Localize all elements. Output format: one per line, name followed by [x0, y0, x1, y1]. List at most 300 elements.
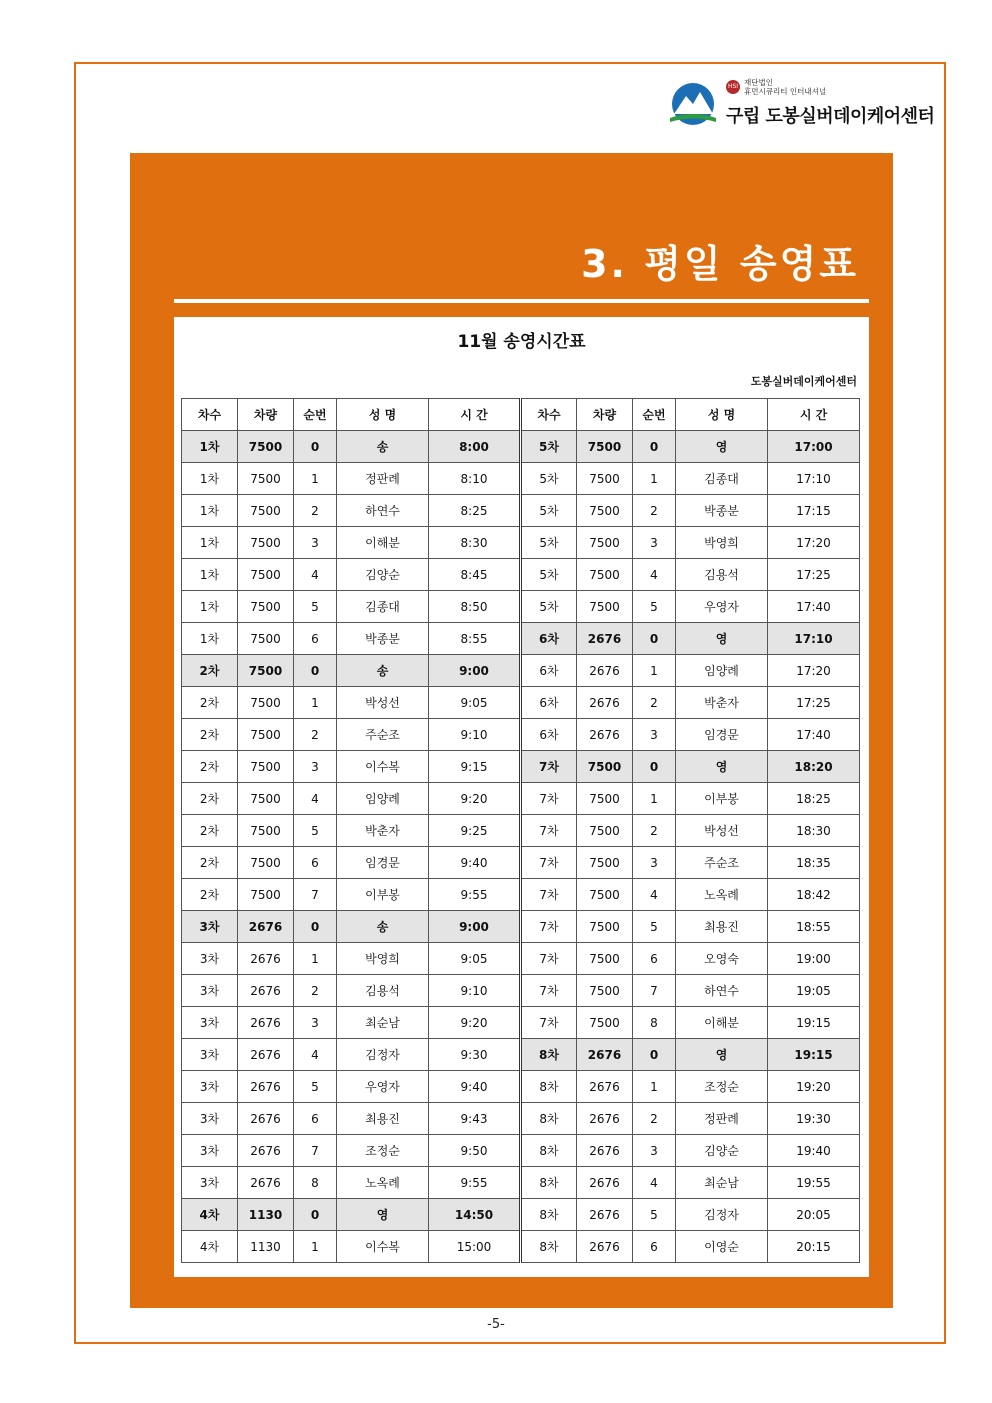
table-cell: 2676	[238, 1167, 294, 1199]
table-cell: 9:20	[429, 1007, 521, 1039]
table-cell: 9:05	[429, 943, 521, 975]
table-cell: 7차	[521, 847, 577, 879]
table-cell: 14:50	[429, 1199, 521, 1231]
table-cell: 9:55	[429, 879, 521, 911]
table-cell: 주순조	[337, 719, 429, 751]
table-cell: 9:43	[429, 1103, 521, 1135]
table-row	[182, 431, 860, 463]
table-row	[182, 463, 860, 495]
schedule-org: 도봉실버데이케어센터	[750, 375, 857, 388]
table-cell: 17:00	[768, 431, 860, 463]
table-cell: 2676	[577, 1071, 633, 1103]
table-cell: 영	[337, 1199, 429, 1231]
table-cell: 7차	[521, 911, 577, 943]
table-row	[182, 1039, 860, 1071]
table-cell: 9:50	[429, 1135, 521, 1167]
table-cell: 이부봉	[337, 879, 429, 911]
table-cell: 이수복	[337, 751, 429, 783]
table-cell: 2차	[182, 879, 238, 911]
table-cell: 오영숙	[676, 943, 768, 975]
table-cell: 8:55	[429, 623, 521, 655]
table-cell: 5차	[521, 431, 577, 463]
table-row	[182, 559, 860, 591]
table-cell: 2차	[182, 847, 238, 879]
table-cell: 송	[337, 431, 429, 463]
table-cell: 4차	[182, 1199, 238, 1231]
table-cell: 2차	[182, 655, 238, 687]
table-cell: 2	[633, 1103, 676, 1135]
table-cell: 2차	[182, 719, 238, 751]
table-cell: 7500	[238, 655, 294, 687]
table-cell: 7500	[577, 847, 633, 879]
table-cell: 15:00	[429, 1231, 521, 1263]
table-cell: 7500	[238, 847, 294, 879]
table-cell: 9:00	[429, 655, 521, 687]
table-cell: 2676	[238, 1007, 294, 1039]
table-cell: 7500	[238, 527, 294, 559]
table-cell: 우영자	[676, 591, 768, 623]
table-cell: 8:50	[429, 591, 521, 623]
table-cell: 1차	[182, 559, 238, 591]
table-cell: 7500	[238, 879, 294, 911]
table-row	[182, 975, 860, 1007]
table-cell: 9:40	[429, 1071, 521, 1103]
table-cell: 7500	[577, 431, 633, 463]
table-cell: 김양순	[337, 559, 429, 591]
table-cell: 7500	[577, 1007, 633, 1039]
table-cell: 3차	[182, 1135, 238, 1167]
table-cell: 8:30	[429, 527, 521, 559]
table-cell: 7차	[521, 879, 577, 911]
schedule-title: 11월 송영시간표	[457, 332, 586, 352]
table-cell: 8:10	[429, 463, 521, 495]
table-cell: 3차	[182, 1103, 238, 1135]
table-row	[182, 687, 860, 719]
table-cell: 2676	[238, 1135, 294, 1167]
table-cell: 박영희	[337, 943, 429, 975]
table-cell: 6차	[521, 623, 577, 655]
table-cell: 2차	[182, 815, 238, 847]
table-cell: 1130	[238, 1199, 294, 1231]
table-cell: 영	[676, 431, 768, 463]
table-cell: 2676	[577, 623, 633, 655]
table-cell: 3	[633, 1135, 676, 1167]
table-cell: 박성선	[676, 815, 768, 847]
table-cell: 0	[633, 1039, 676, 1071]
table-cell: 7차	[521, 943, 577, 975]
table-cell: 7500	[577, 783, 633, 815]
table-cell: 9:40	[429, 847, 521, 879]
table-cell: 5차	[521, 527, 577, 559]
table-cell: 7500	[577, 591, 633, 623]
table-cell: 7	[633, 975, 676, 1007]
table-row	[182, 911, 860, 943]
table-cell: 4	[633, 1167, 676, 1199]
header-cell: 시 간	[768, 399, 860, 431]
center-logo	[668, 78, 933, 128]
table-cell: 김정자	[676, 1199, 768, 1231]
table-cell: 3차	[182, 1007, 238, 1039]
table-cell: 1	[294, 943, 337, 975]
table-cell: 7500	[238, 751, 294, 783]
table-cell: 8:45	[429, 559, 521, 591]
table-cell: 0	[294, 911, 337, 943]
table-cell: 5차	[521, 463, 577, 495]
table-cell: 19:40	[768, 1135, 860, 1167]
table-cell: 2	[633, 687, 676, 719]
header-cell: 차량	[577, 399, 633, 431]
header-cell: 순번	[294, 399, 337, 431]
table-cell: 0	[633, 431, 676, 463]
table-cell: 김용석	[676, 559, 768, 591]
table-row	[182, 655, 860, 687]
table-cell: 7500	[577, 975, 633, 1007]
header-cell: 순번	[633, 399, 676, 431]
table-cell: 2676	[577, 719, 633, 751]
table-cell: 7	[294, 1135, 337, 1167]
table-cell: 2	[294, 495, 337, 527]
page-number: -5-	[487, 1317, 505, 1332]
header-row	[182, 399, 860, 431]
table-cell: 최용진	[337, 1103, 429, 1135]
table-cell: 1	[633, 783, 676, 815]
table-cell: 박춘자	[337, 815, 429, 847]
table-cell: 박종분	[337, 623, 429, 655]
table-cell: 5	[294, 1071, 337, 1103]
table-cell: 2676	[577, 1103, 633, 1135]
table-cell: 2676	[577, 687, 633, 719]
header-cell: 차수	[182, 399, 238, 431]
table-cell: 7500	[577, 463, 633, 495]
table-cell: 8	[633, 1007, 676, 1039]
table-cell: 2	[294, 975, 337, 1007]
table-cell: 1차	[182, 591, 238, 623]
table-cell: 8:25	[429, 495, 521, 527]
title-divider	[174, 299, 869, 303]
table-cell: 9:15	[429, 751, 521, 783]
table-cell: 3	[294, 527, 337, 559]
schedule-table	[181, 398, 860, 1263]
table-cell: 7500	[238, 687, 294, 719]
table-cell: 최순남	[676, 1167, 768, 1199]
header-cell: 성 명	[676, 399, 768, 431]
table-cell: 3차	[182, 911, 238, 943]
table-cell: 7500	[577, 527, 633, 559]
table-cell: 2676	[577, 1231, 633, 1263]
table-cell: 2676	[238, 943, 294, 975]
table-cell: 7500	[577, 943, 633, 975]
table-cell: 노옥례	[676, 879, 768, 911]
table-cell: 9:20	[429, 783, 521, 815]
table-cell: 3차	[182, 1039, 238, 1071]
header-cell: 성 명	[337, 399, 429, 431]
table-cell: 1	[294, 1231, 337, 1263]
table-cell: 2676	[577, 1039, 633, 1071]
table-cell: 정판례	[676, 1103, 768, 1135]
table-cell: 6	[294, 623, 337, 655]
table-row	[182, 623, 860, 655]
table-cell: 5차	[521, 559, 577, 591]
table-cell: 4	[633, 879, 676, 911]
table-cell: 5	[633, 1199, 676, 1231]
table-cell: 1차	[182, 623, 238, 655]
table-cell: 8차	[521, 1199, 577, 1231]
table-cell: 이부봉	[676, 783, 768, 815]
table-cell: 2676	[577, 1199, 633, 1231]
table-cell: 최순남	[337, 1007, 429, 1039]
table-cell: 6	[294, 1103, 337, 1135]
table-cell: 이해분	[337, 527, 429, 559]
table-cell: 정판례	[337, 463, 429, 495]
table-cell: 7500	[238, 719, 294, 751]
table-cell: 19:30	[768, 1103, 860, 1135]
table-cell: 4	[633, 559, 676, 591]
table-cell: 영	[676, 623, 768, 655]
table-cell: 4	[294, 783, 337, 815]
table-cell: 3차	[182, 1071, 238, 1103]
table-cell: 이수복	[337, 1231, 429, 1263]
table-cell: 6	[633, 1231, 676, 1263]
table-cell: 19:15	[768, 1039, 860, 1071]
hsi-badge-icon: HSI	[726, 80, 740, 94]
table-cell: 9:05	[429, 687, 521, 719]
table-cell: 5	[633, 591, 676, 623]
table-row	[182, 591, 860, 623]
table-cell: 7500	[577, 911, 633, 943]
table-cell: 7500	[238, 559, 294, 591]
table-cell: 3차	[182, 943, 238, 975]
table-cell: 7500	[577, 751, 633, 783]
table-cell: 김종대	[337, 591, 429, 623]
table-row	[182, 527, 860, 559]
table-cell: 0	[633, 623, 676, 655]
table-cell: 박춘자	[676, 687, 768, 719]
table-cell: 7500	[577, 495, 633, 527]
header-cell: 차수	[521, 399, 577, 431]
table-cell: 3	[633, 847, 676, 879]
table-cell: 1	[633, 1071, 676, 1103]
table-cell: 0	[294, 1199, 337, 1231]
table-cell: 18:35	[768, 847, 860, 879]
table-row	[182, 1071, 860, 1103]
table-cell: 8	[294, 1167, 337, 1199]
table-cell: 임양례	[337, 783, 429, 815]
table-cell: 20:15	[768, 1231, 860, 1263]
table-cell: 5	[633, 911, 676, 943]
table-cell: 2676	[238, 911, 294, 943]
table-cell: 5	[294, 591, 337, 623]
table-cell: 박성선	[337, 687, 429, 719]
table-cell: 노옥례	[337, 1167, 429, 1199]
table-row	[182, 815, 860, 847]
table-cell: 5차	[521, 495, 577, 527]
table-cell: 김종대	[676, 463, 768, 495]
table-row	[182, 751, 860, 783]
table-cell: 8차	[521, 1231, 577, 1263]
table-cell: 8차	[521, 1039, 577, 1071]
center-name: 구립 도봉실버데이케어센터	[726, 106, 935, 127]
table-cell: 4	[294, 1039, 337, 1071]
table-cell: 하연수	[337, 495, 429, 527]
table-cell: 20:05	[768, 1199, 860, 1231]
table-cell: 9:10	[429, 975, 521, 1007]
table-row	[182, 1231, 860, 1263]
table-cell: 18:25	[768, 783, 860, 815]
table-cell: 7차	[521, 975, 577, 1007]
table-cell: 영	[676, 1039, 768, 1071]
table-cell: 송	[337, 655, 429, 687]
table-cell: 7500	[238, 591, 294, 623]
table-cell: 1차	[182, 431, 238, 463]
table-cell: 8차	[521, 1071, 577, 1103]
mountain-logo-icon	[668, 82, 718, 126]
table-cell: 송	[337, 911, 429, 943]
table-cell: 7500	[577, 815, 633, 847]
table-cell: 주순조	[676, 847, 768, 879]
table-cell: 9:55	[429, 1167, 521, 1199]
table-cell: 19:00	[768, 943, 860, 975]
table-cell: 임양례	[676, 655, 768, 687]
table-cell: 김정자	[337, 1039, 429, 1071]
table-cell: 6	[294, 847, 337, 879]
table-row	[182, 943, 860, 975]
table-cell: 3	[633, 527, 676, 559]
table-cell: 17:20	[768, 655, 860, 687]
table-cell: 6차	[521, 687, 577, 719]
table-cell: 2676	[577, 1167, 633, 1199]
table-cell: 1130	[238, 1231, 294, 1263]
table-cell: 1	[633, 463, 676, 495]
table-cell: 이해분	[676, 1007, 768, 1039]
table-cell: 3차	[182, 975, 238, 1007]
table-cell: 임경문	[676, 719, 768, 751]
table-cell: 7차	[521, 1007, 577, 1039]
table-cell: 1차	[182, 463, 238, 495]
table-cell: 2	[633, 495, 676, 527]
table-cell: 하연수	[676, 975, 768, 1007]
table-cell: 2차	[182, 751, 238, 783]
table-cell: 7차	[521, 815, 577, 847]
table-cell: 2차	[182, 783, 238, 815]
table-cell: 8차	[521, 1167, 577, 1199]
table-cell: 19:05	[768, 975, 860, 1007]
table-cell: 6	[633, 943, 676, 975]
table-cell: 0	[294, 431, 337, 463]
table-cell: 6차	[521, 655, 577, 687]
table-cell: 2676	[238, 1103, 294, 1135]
table-cell: 8차	[521, 1135, 577, 1167]
table-cell: 2	[633, 815, 676, 847]
table-cell: 7500	[577, 559, 633, 591]
table-cell: 4	[294, 559, 337, 591]
table-cell: 5	[294, 815, 337, 847]
table-cell: 5차	[521, 591, 577, 623]
table-row	[182, 879, 860, 911]
table-cell: 8차	[521, 1103, 577, 1135]
table-cell: 18:42	[768, 879, 860, 911]
table-cell: 18:30	[768, 815, 860, 847]
table-cell: 17:15	[768, 495, 860, 527]
table-cell: 영	[676, 751, 768, 783]
table-row	[182, 783, 860, 815]
table-cell: 17:40	[768, 719, 860, 751]
table-row	[182, 1135, 860, 1167]
header-cell: 차량	[238, 399, 294, 431]
table-cell: 1차	[182, 527, 238, 559]
table-cell: 7500	[238, 463, 294, 495]
table-cell: 17:10	[768, 623, 860, 655]
table-cell: 9:30	[429, 1039, 521, 1071]
table-cell: 2676	[238, 1071, 294, 1103]
table-cell: 3	[633, 719, 676, 751]
table-cell: 7차	[521, 751, 577, 783]
table-cell: 7차	[521, 783, 577, 815]
table-cell: 9:00	[429, 911, 521, 943]
foundation-name: 재단법인 휴먼시큐리티 인터내셔널	[744, 78, 827, 96]
table-cell: 18:55	[768, 911, 860, 943]
table-cell: 1차	[182, 495, 238, 527]
table-row	[182, 1199, 860, 1231]
table-row	[182, 1167, 860, 1199]
table-cell: 7500	[238, 495, 294, 527]
table-cell: 2676	[577, 655, 633, 687]
table-cell: 2676	[238, 1039, 294, 1071]
table-cell: 임경문	[337, 847, 429, 879]
header-cell: 시 간	[429, 399, 521, 431]
table-cell: 조정순	[337, 1135, 429, 1167]
table-cell: 19:15	[768, 1007, 860, 1039]
table-cell: 7500	[238, 815, 294, 847]
table-cell: 이영순	[676, 1231, 768, 1263]
table-cell: 조정순	[676, 1071, 768, 1103]
table-cell: 2676	[238, 975, 294, 1007]
schedule-sheet	[174, 317, 869, 1277]
table-cell: 19:55	[768, 1167, 860, 1199]
table-cell: 최용진	[676, 911, 768, 943]
table-cell: 0	[294, 655, 337, 687]
table-cell: 2676	[577, 1135, 633, 1167]
table-cell: 김양순	[676, 1135, 768, 1167]
table-cell: 7500	[577, 879, 633, 911]
table-cell: 7500	[238, 783, 294, 815]
table-row	[182, 495, 860, 527]
section-title: 3. 평일 송영표	[581, 242, 859, 286]
table-cell: 17:20	[768, 527, 860, 559]
table-cell: 7500	[238, 623, 294, 655]
table-cell: 19:20	[768, 1071, 860, 1103]
section-panel	[130, 153, 893, 1308]
table-cell: 2	[294, 719, 337, 751]
table-cell: 3차	[182, 1167, 238, 1199]
table-cell: 2차	[182, 687, 238, 719]
table-cell: 7500	[238, 431, 294, 463]
table-cell: 0	[633, 751, 676, 783]
table-cell: 6차	[521, 719, 577, 751]
table-cell: 1	[633, 655, 676, 687]
table-cell: 9:25	[429, 815, 521, 847]
table-cell: 1	[294, 463, 337, 495]
table-cell: 17:40	[768, 591, 860, 623]
table-cell: 김용석	[337, 975, 429, 1007]
table-cell: 17:25	[768, 559, 860, 591]
table-cell: 박종분	[676, 495, 768, 527]
table-cell: 박영희	[676, 527, 768, 559]
table-cell: 17:25	[768, 687, 860, 719]
table-cell: 4차	[182, 1231, 238, 1263]
table-cell: 3	[294, 1007, 337, 1039]
table-row	[182, 1103, 860, 1135]
table-cell: 9:10	[429, 719, 521, 751]
